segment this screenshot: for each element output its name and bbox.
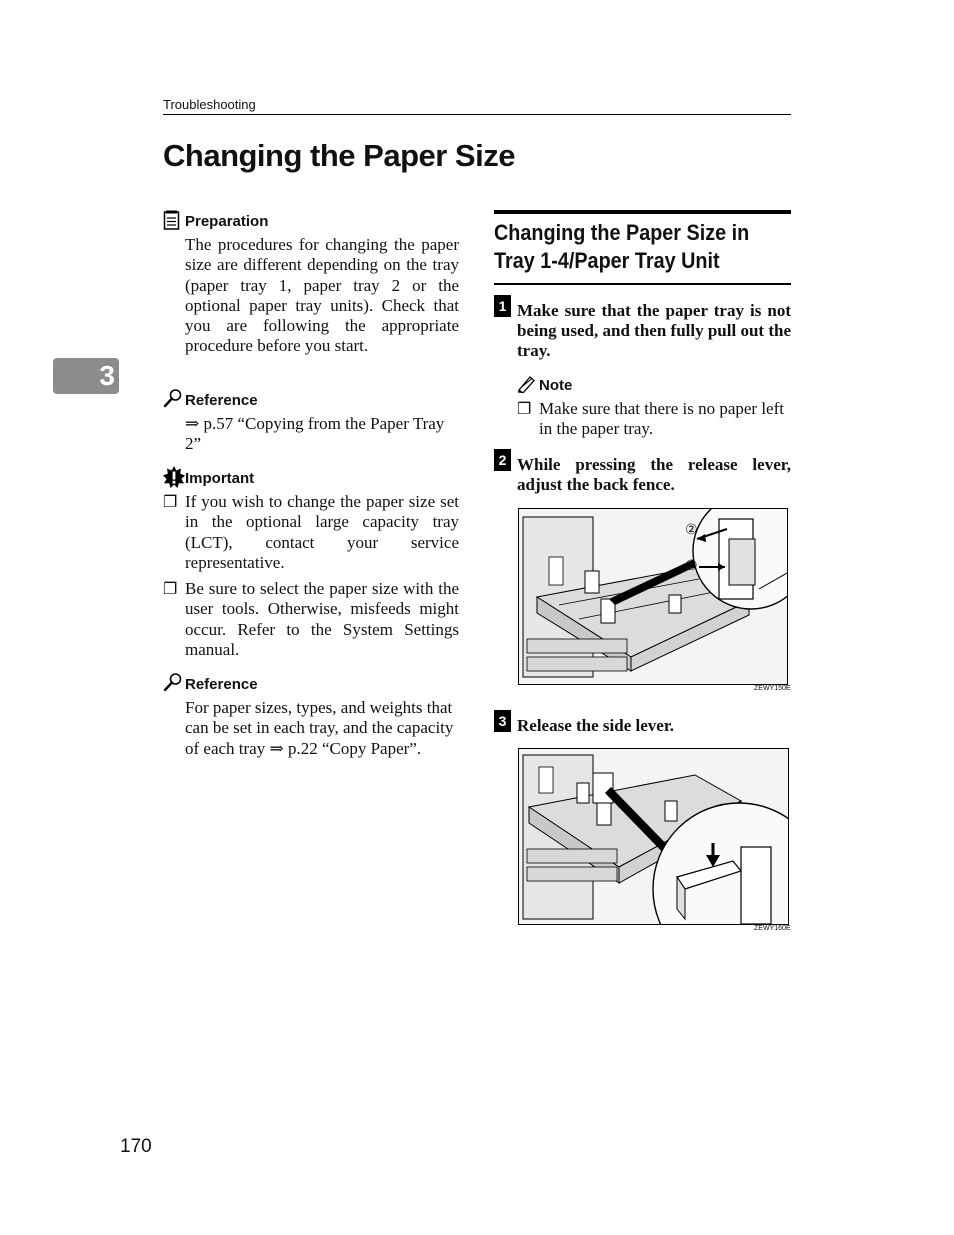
magnifier-icon <box>163 672 183 692</box>
header-rule <box>163 114 791 115</box>
subheading-rule-bottom <box>494 283 791 285</box>
reference-text: For paper sizes, types, and weights that can be set in each tray, and the capacity of each tray ⇒ p.22 “Copy Paper”. <box>185 698 454 758</box>
preparation-icon <box>163 210 180 230</box>
checkbox-icon: ❐ <box>163 494 178 511</box>
page-number: 170 <box>120 1136 152 1157</box>
tray-back-fence-illustration <box>518 508 788 685</box>
important-heading: Important <box>185 470 255 487</box>
reference-heading: Reference <box>185 392 258 409</box>
checkbox-icon: ❐ <box>517 401 532 418</box>
important-item-2: Be sure to select the paper size with the user tools. Otherwise, misfeeds might occur. Refer to the System Settings manual. <box>185 579 459 659</box>
step-number-badge: 3 <box>494 710 511 732</box>
important-item-1: If you wish to change the paper size set in the optional large capacity tray (LCT), contact your service representative. <box>185 492 459 572</box>
figure-code: ZEWY160E <box>754 925 791 932</box>
note-item-1: Make sure that there is no paper left in the paper tray. <box>539 399 784 439</box>
step-3-text: Release the side lever. <box>517 716 675 735</box>
checkbox-icon: ❐ <box>163 581 178 598</box>
step-2-text: While pressing the release lever, adjust the back fence. <box>517 455 791 494</box>
preparation-heading: Preparation <box>185 213 269 230</box>
reference-link[interactable]: ⇒ p.57 “Copying from the Paper Tray 2” <box>185 414 445 454</box>
reference-heading: Reference <box>185 676 258 693</box>
preparation-text: The procedures for changing the paper size are different depending on the tray (paper tray 1, paper tray 2 or the optional paper tray units). Check that you are following the appropriate procedure before you start. <box>185 235 459 356</box>
step-number-badge: 2 <box>494 449 511 471</box>
important-icon <box>163 466 185 488</box>
step-1-text: Make sure that the paper tray is not being used, and then fully pull out the tray. <box>517 301 791 360</box>
chapter-number: 3 <box>99 360 115 391</box>
subheading-rule-top <box>494 210 791 214</box>
step-number-badge: 1 <box>494 295 511 317</box>
note-heading: Note <box>539 377 573 394</box>
callout-1: ① <box>685 557 698 573</box>
running-header: Troubleshooting <box>163 97 256 112</box>
tray-side-lever-illustration <box>518 748 789 925</box>
magnifier-icon <box>163 388 183 408</box>
pencil-note-icon <box>516 375 536 393</box>
subheading: Changing the Paper Size in Tray 1-4/Paper Tray Unit <box>494 220 750 273</box>
figure-code: ZEWY150E <box>754 685 791 692</box>
callout-2: ② <box>685 521 698 537</box>
page-title: Changing the Paper Size <box>163 138 515 173</box>
